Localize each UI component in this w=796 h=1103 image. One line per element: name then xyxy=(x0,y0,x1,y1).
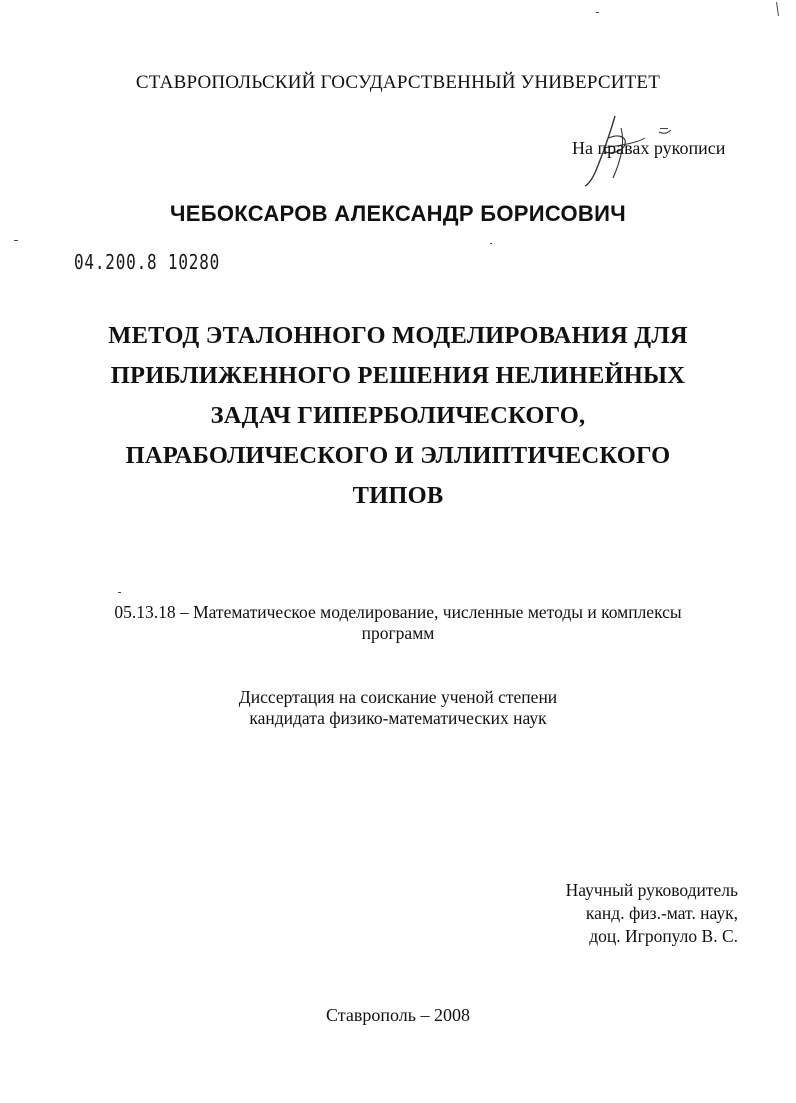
specialty-line: программ xyxy=(361,623,435,643)
scan-artifact xyxy=(660,128,668,129)
scan-artifact xyxy=(490,243,492,244)
advisor-line: доц. Игропуло В. С. xyxy=(589,926,738,946)
advisor-line: Научный руководитель xyxy=(565,880,738,900)
degree-statement xyxy=(0,687,796,729)
title-line: ПАРАБОЛИЧЕСКОГО И ЭЛЛИПТИЧЕСКОГО xyxy=(125,442,671,469)
manuscript-rights-note: На правах рукописи xyxy=(572,138,726,158)
title-line: ТИПОВ xyxy=(352,482,444,509)
scan-artifact xyxy=(776,2,779,16)
specialty-line: 05.13.18 – Математическое моделирование, численные методы и комплексы xyxy=(114,602,682,622)
scan-artifact xyxy=(14,240,18,241)
university-name: СТАВРОПОЛЬСКИЙ ГОСУДАРСТВЕННЫЙ УНИВЕРСИТЕТ xyxy=(135,72,661,93)
degree-line: кандидата физико-математических наук xyxy=(249,708,547,728)
title-line: ПРИБЛИЖЕННОГО РЕШЕНИЯ НЕЛИНЕЙНЫХ xyxy=(110,362,686,389)
advisor-line: канд. физ.-мат. наук, xyxy=(585,903,738,923)
city-year: Ставрополь – 2008 xyxy=(326,1005,470,1025)
scan-artifact xyxy=(596,12,599,13)
registration-number-stamp: 04.200.8 10280 xyxy=(74,250,221,274)
degree-line: Диссертация на соискание ученой степени xyxy=(238,687,558,707)
title-line: МЕТОД ЭТАЛОННОГО МОДЕЛИРОВАНИЯ ДЛЯ xyxy=(108,322,688,349)
author-name: ЧЕБОКСАРОВ АЛЕКСАНДР БОРИСОВИЧ xyxy=(170,201,626,226)
scientific-advisor xyxy=(566,879,738,948)
dissertation-title xyxy=(60,316,736,516)
scan-artifact xyxy=(118,592,121,593)
specialty-code xyxy=(40,602,756,644)
title-line: ЗАДАЧ ГИПЕРБОЛИЧЕСКОГО, xyxy=(210,402,586,429)
